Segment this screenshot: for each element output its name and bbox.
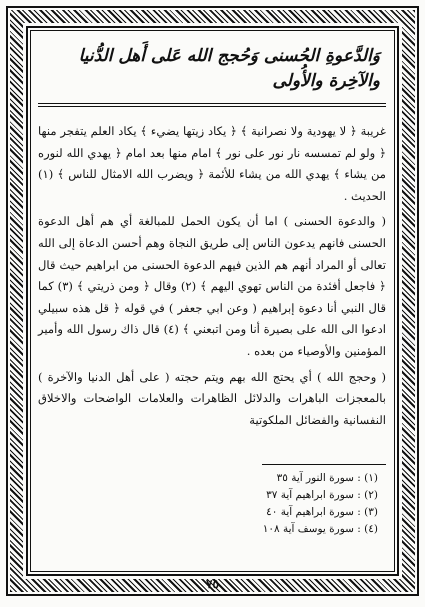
footnote: (٣) : سورة ابراهيم آية ٤٠ — [266, 506, 378, 518]
page-content — [38, 36, 386, 566]
footnotes — [263, 470, 378, 538]
heading-divider — [38, 103, 386, 107]
footnote: (٤) : سورة يوسف آية ١٠٨ — [262, 523, 378, 535]
paragraph: ( وحجج الله ) أي يحتج الله بهم ويتم حجته ( على أهل الدنيا والآخرة ) بالمعجزات الباهرات والدلائل الظاهرات والعلامات الواضحات والاخلاق النفسانية والفضائل الملكوتية — [38, 369, 386, 427]
paragraph: غريبة ﴿ لا يهودية ولا نصرانية ﴾ ﴿ يكاد زيتها يضيء ﴾ يكاد العلم يتفجر منها ﴿ ولو لم تمسسه نار نور على نور ﴾ امام منها بعد امام ﴿ يهدي الله لنوره من يشاء ﴾ يهدي الله من يشاء للأئمة ﴿ ويضرب الله الامثال للناس ﴾ (١) الحديث . — [38, 124, 386, 203]
page-number: ٧٥ — [206, 577, 219, 591]
footnotes-divider — [262, 464, 386, 465]
paragraph: ( والدعوة الحسنى ) اما أن يكون الحمل للمبالغة أي هم أهل الدعوة الحسنى فانهم يدعون الناس إلى طريق النجاة وهم أحسن الدعاة إلى الله تعالى أو المراد أنهم هم الذين فيهم الدعوة الحسنى من ابراهيم حيث قال ﴿ فاجعل أفئدة من الناس تهوي اليهم ﴾ (٢) وقال ﴿ ومن ذريتي ﴾ (٣) كما قال النبي أنا دعوة إبراهيم ( وعن ابي جعفر ) في قوله ﴿ قل هذه سبيلي ادعوا الى الله على بصيرة أنا ومن اتبعني ﴾ (٤) قال ذاك رسول الله وأمير المؤمنين والأوصياء من بعده . — [38, 214, 386, 358]
footnote: (١) : سورة النور آية ٣٥ — [276, 472, 378, 484]
footnote: (٢) : سورة ابراهيم آية ٣٧ — [266, 489, 378, 501]
section-heading: وَالدَّعوةِ الحُسنى وَحُجج الله عَلى أَهل الدُّنيا والآخِرة والأُولى — [78, 46, 380, 91]
